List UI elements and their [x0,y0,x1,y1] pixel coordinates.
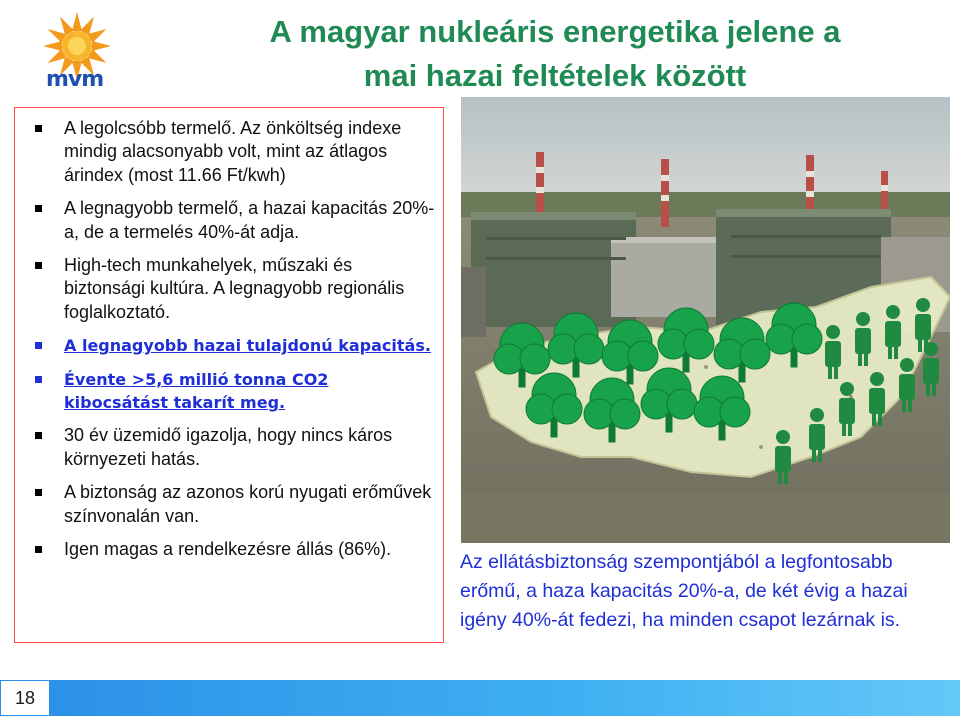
bullet-list [35,117,435,572]
bullet-square-icon [35,432,42,439]
bullet-square-icon [35,546,42,553]
bullet-text: A legolcsóbb termelő. Az önköltség indexe mindig alacsonyabb volt, mint az átlagos árindex (most 11.66 Ft/kwh) [64,118,402,185]
power-plant-photo [461,97,950,543]
bullet-square-icon [35,125,42,132]
bullet-text: A biztonság az azonos korú nyugati erőművek színvonalán van. [64,482,432,526]
bullet-item-emphasis [35,334,435,357]
bullet-square-icon [35,342,42,349]
bullet-panel [14,107,444,643]
footer-bar [0,680,960,716]
bullet-item [35,424,435,471]
bullet-square-icon [35,376,42,383]
bullet-text: 30 év üzemidő igazolja, hogy nincs káros környezeti hatás. [64,425,393,469]
bullet-item [35,254,435,324]
bullet-text: Évente >5,6 millió tonna CO2 kibocsátást takarít meg. [64,369,329,413]
bullet-item [35,117,435,187]
title-line-1: A magyar nukleáris energetika jelene a [269,14,841,49]
bullet-item [35,538,435,561]
caption-text: Az ellátásbiztonság szempontjából a legfontosabb erőmű, a haza kapacitás 20%-a, de két évig a hazai igény 40%-át fedezi, ha minden csapot lezárnak is. [460,551,908,631]
title-line-2: mai hazai feltételek között [363,58,747,93]
bullet-text: A legnagyobb termelő, a hazai kapacitás 20%-a, de a termelés 40%-át adja. [64,198,435,242]
page-number: 18 [0,680,50,716]
bullet-item-emphasis [35,368,435,415]
bullet-square-icon [35,489,42,496]
bullet-text: Igen magas a rendelkezésre állás (86%). [64,539,392,560]
bullet-text: High-tech munkahelyek, műszaki és biztonsági kultúra. A legnagyobb regionális foglalkoztató. [64,255,405,322]
bullet-item [35,197,435,244]
bullet-square-icon [35,205,42,212]
bullet-text: A legnagyobb hazai tulajdonú kapacitás. [64,336,431,356]
bullet-item [35,481,435,528]
logo-text: mvm [46,67,104,92]
power-plant-illustration [461,97,950,543]
slide-title [160,10,950,98]
bullet-square-icon [35,262,42,269]
